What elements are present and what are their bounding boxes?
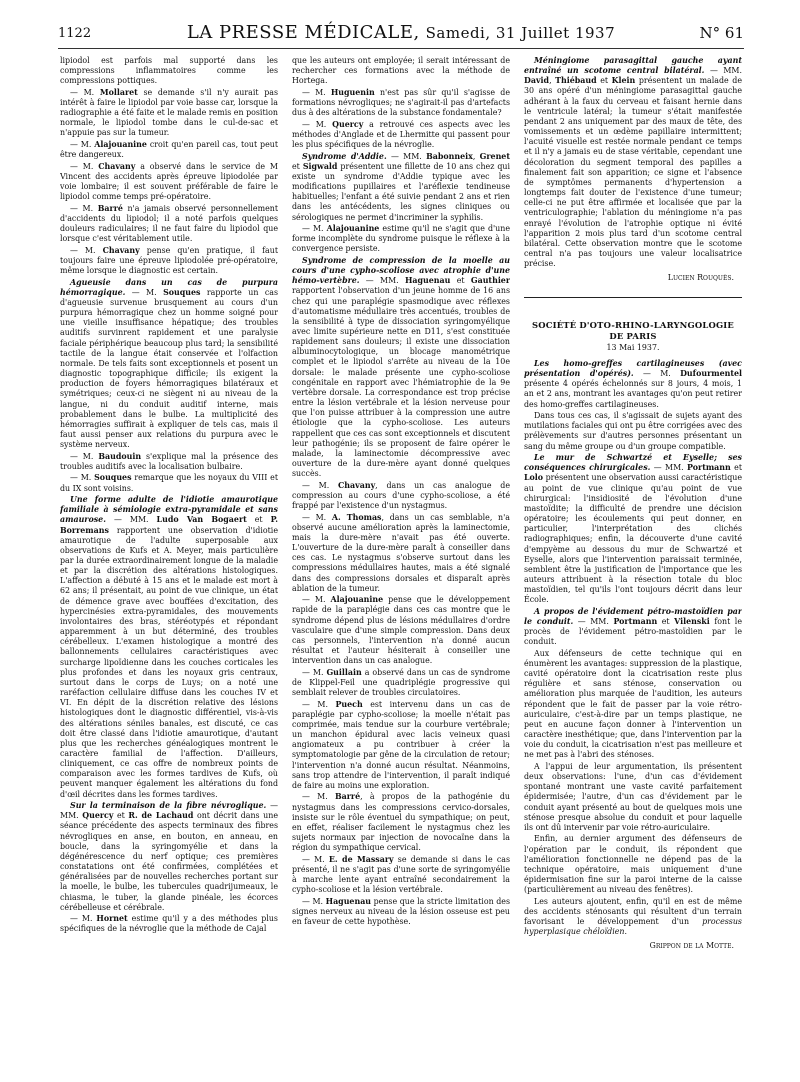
body-text: rapporte un cas d'agueusie survenue brusquement au cours d'un purpura hémorragique chez un homme soigné pour une vieille insuffisance hépatique; des troubles auditifs survinrent rapidement et une paralysie faciale périphérique beaucoup plus tard; la sensibilité tactile de la langue était conservée et l'olfaction normale. De tels faits sont exceptionnels et posent un diagnostic topographique difficile; ils exigent la production de foyers hémorragiques bilatéraux et symétriques; ceux-ci ne siègent ni au niveau de la langue, ni du conduit auditif interne, mais probablement dans le bulbe. La multiplicité des hémorragies suffirait à expliquer de tels cas, mais il faut aussi penser aux relations du purpura avec le système nerveux. — [60, 287, 278, 450]
body-text: — M. — [302, 480, 339, 490]
running-title — [58, 22, 744, 43]
body-text: et — [450, 276, 471, 286]
page-number: 1122 — [58, 26, 92, 41]
speaker-name: Portmann — [687, 463, 731, 473]
society-heading: SOCIÉTÉ D'OTO-RHINO-LARYNGOLOGIE DE PARIS — [531, 320, 734, 341]
speaker-name: Alajouanine — [330, 595, 384, 605]
report-paragraph — [292, 700, 510, 791]
report-paragraph — [524, 649, 742, 761]
report-paragraph — [292, 668, 510, 698]
publication-name: LA PRESSE MÉDICALE, — [186, 22, 420, 43]
speaker-name: Barré — [97, 203, 123, 213]
body-text: — M. — [302, 667, 327, 677]
communication-title: Sur la terminaison de la fibre névroglique. — [70, 801, 267, 811]
speaker-name: Vilenski — [674, 616, 710, 626]
body-text: se demande si dans le cas présenté, il ne s'agit pas d'une sorte de syringomyélie à marche lente ayant entraîné secondairement la cypho-scoliose et la lésion vertébrale. — [292, 854, 510, 895]
speaker-name: Portmann — [613, 616, 658, 626]
body-text: ont décrit dans une séance précédente des aspects terminaux des fibres névrogliques en anse, en bouton, en anneau, en boucle, dans la syringomyélie et dans la dégénérescence du nerf optique; ces premières constatations ont été confirmées, complétées et généralisées par de nouvelles recherches portant sur la moelle, le bulbe, les tubercules quadrijumeaux, le chiasma, le tuber, la glande pinéale, les écorces cérébelleuse et cérébrale. — [60, 811, 278, 912]
report-paragraph — [524, 359, 742, 410]
communication-title: Syndrome d'Addie. — [302, 151, 387, 161]
body-text: — M. — [70, 451, 99, 461]
body-text: n'est pas sûr qu'il s'agisse de formations névrogliques; ne s'agirait-il pas d'artefacts dus à des altérations de la substance fondamentale? — [292, 87, 510, 118]
speaker-name: Chavany — [338, 480, 376, 490]
body-text: — MM. — [105, 515, 157, 525]
communication-title: A propos de l'évidement pétro-mastoïdien par le conduit. — [524, 606, 742, 626]
speaker-name: Dufourmentel — [680, 369, 742, 379]
body-text: — M. — [302, 512, 332, 522]
body-text: — M. — [302, 699, 336, 709]
communication-title: Méningiome parasagittal gauche ayant entraîné un scotome central bilatéral. — [524, 56, 742, 76]
speaker-name: Lolo — [524, 473, 544, 483]
body-text: rapportent l'observation d'un jeune homme de 16 ans chez qui une paraplégie spasmodique avec réflexes d'automatisme médullaire très accentués, troubles de la sensibilité à type de dissociation syringomyélique avec limite supérieure nette en D11, s'est constituée rapidement sans douleurs; il existe une dissociation albuminocytologique, un blocage manométrique complet et le lipiodol s'arrête au niveau de la 10e dorsale: le malade présente une cypho-scoliose congénitale en rapport avec l'hémiatrophie de la 9e vertèbre dorsale. La correspondance est trop précise entre la lésion vertébrale et la lésion nerveuse pour que l'on puisse attribuer à la compression une autre étiologie que la cypho-scoliose. Les auteurs rappellent que ces cas sont exceptionnels et discutent leur pathogénie; ils se proposent de faire opérer le malade, la laminectomie décompressive avec ouverture de la dure-mère ayant donné quelques succès. — [292, 286, 510, 479]
section-divider — [524, 297, 742, 298]
body-text: — MM. — [650, 463, 688, 473]
body-text: pense que le développement rapide de la paraplégie dans ces cas montre que le syndrome dépend plus de lésions médullaires d'ordre vasculaire que d'une simple compression. Dans deux cas personnels, l'intervention n'a donné aucun résultat et l'auteur hésiterait à conseiller une intervention dans un cas analogue. — [292, 595, 510, 666]
body-text: présentent une fillette de 10 ans chez qui existe un syndrome d'Addie typique avec les modifications pupillaires et l'aréflexie tendineuse habituelles; l'enfant a été suivie pendant 2 ans et rien dans les antécédents, les signes cliniques ou sérologiques ne permet d'incriminer la syphilis. — [292, 161, 510, 222]
report-paragraph — [524, 411, 742, 452]
speaker-name: Thiébaud — [555, 76, 597, 86]
body-text: . — [624, 927, 628, 937]
speaker-name: Baudouin — [98, 451, 142, 461]
speaker-name: A. Thomas — [331, 512, 382, 522]
body-text: , — [549, 76, 556, 86]
body-text: , — [472, 151, 480, 161]
report-paragraph — [60, 246, 278, 276]
body-text: est intervenu dans un cas de paraplégie par cypho-scoliose; la moelle n'était pas comprimée, mais tendue sur la courbure vertébrale; un manchon épidural avec lacis veineux quasi angiomateux a pu contribuer à créer la symptomatologie par gêne de la circulation de retour; l'intervention n'a donné aucun résultat. Néanmoins, sans trop attendre de l'intervention, il paraît indiqué de faire au moins une exploration. — [292, 699, 510, 790]
speaker-name: Quercy — [82, 811, 114, 821]
body-text: , dans un cas analogue de compression au cours d'une cypho-scoliose, a été frappé par l'existence d'un nystagmus. — [292, 480, 510, 511]
emphasis-text: processus hyperplasique chéloïdien — [524, 917, 742, 937]
report-paragraph — [60, 495, 278, 800]
issue-date: Samedi, 31 Juillet 1937 — [425, 24, 616, 42]
report-paragraph — [524, 56, 742, 269]
text-column-left — [60, 56, 278, 1068]
body-text: et — [730, 463, 742, 473]
communication-title: Syndrome de compression de la moelle au cours d'une cypho-scoliose avec atrophie d'une hémo-vertèbre. — [292, 255, 510, 286]
body-text: estime qu'il ne s'agit que d'une forme incomplète du syndrome puisque le réflexe à la convergence persiste. — [292, 224, 510, 254]
body-text: a retrouvé ces aspects avec les méthodes d'Anglade et de Lhermitte qui passent pour les plus spécifiques de la névroglie. — [292, 119, 510, 150]
body-text: — M. — [302, 119, 333, 129]
communication-title: Les homo-greffes cartilagineuses (avec présentation d'opérés). — [524, 358, 742, 379]
speaker-name: Haguenau — [325, 896, 372, 906]
report-paragraph — [292, 224, 510, 254]
body-text: — M. — [302, 224, 327, 234]
report-paragraph — [292, 481, 510, 511]
body-text: — M. — [70, 87, 100, 97]
text-column-middle — [292, 56, 510, 1068]
body-text: — M. — [302, 854, 329, 864]
report-paragraph — [524, 453, 742, 605]
body-text: et — [246, 515, 271, 525]
body-text: , dans un cas semblable, n'a observé aucune amélioration après la laminectomie, mais la dure-mère n'avait pas été ouverte. L'ouverture de la dure-mère paraît à conseiller dans ces cas. Le nystagmus s'observe surtout dans les compressions médullaires hautes, mais a été signalé dans des compressions dorsales et disparaît après ablation de la tumeur. — [292, 512, 510, 593]
body-text: — M. — [302, 595, 331, 605]
body-text: — M. — [302, 792, 335, 802]
speaker-name: Mollaret — [99, 87, 138, 97]
speaker-name: Puech — [335, 699, 363, 709]
body-text: — MM. — [704, 66, 742, 76]
body-text: estime qu'il y a des méthodes plus spécifiques de la névroglie que la méthode de Cajal — [60, 914, 278, 934]
body-text: — MM. — [60, 801, 278, 821]
speaker-name: R. de Lachaud — [128, 811, 194, 821]
body-text: s'explique mal la présence des troubles auditifs avec la localisation bulbaire. — [60, 451, 278, 471]
report-paragraph — [60, 162, 278, 203]
body-text: rapportent une observation d'idiotie amaurotique de l'adulte superposable aux observations de Kufs et A. Meyer, mais particulière par la durée extraordinairement longue de la maladie et par la discrétion des altérations histologiques. L'affection a débuté à 15 ans et le malade est mort à 62 ans; il présentait, au point de vue clinique, un état de démence grave avec bouffées d'excitation, des hypercinésies extra-pyramidales, des mouvements involontaires des bras, stéréotypés et répondant apparemment à un but déterminé, des troubles cérébelleux. L'examen histologique a montré des ballonnements cellulaires caractéristiques avec surcharge lipoïdienne dans les couches corticales les plus profondes et dans les noyaux gris centraux, surtout dans le corps de Luys; on a noté une raréfaction cellulaire diffuse dans les couches IV et VI. En dépit de la discrétion relative des lésions histologiques dont le diagnostic différentiel, vis-à-vis des altérations séniles banales, est discuté, ce cas doit être classé dans l'idiotie amaurotique, d'autant plus que les recherches généalogiques montrent le caractère familial de l'affection. D'ailleurs, cliniquement, ce cas offre de nombreux points de comparaison avec les formes tardives de Kufs, où peuvent manquer également les altérations du fond d'œil décrites dans les formes tardives. — [60, 525, 278, 799]
report-paragraph — [60, 140, 278, 160]
body-text: — MM. — [573, 616, 614, 626]
report-paragraph — [60, 204, 278, 245]
speaker-name: Chavany — [98, 161, 136, 171]
speaker-name: Hornet — [96, 914, 128, 924]
body-text: a observé dans le service de M Vincent des accidents après épreuve lipiodolée par voie lombaire; il est souvent préférable de faire le lipiodol comme temps pré-opératoire. — [60, 161, 278, 202]
body-text: Aux défenseurs de cette technique qui en énumèrent les avantages: suppression de la plastique, cavité opératoire dont la cicatrisation reste plus régulière et sans sténose, conservation ou amélioration plus marquée de l'audition, les auteurs répondent que le fait de passer par la voie rétro-auriculaire, c'est-à-dire par un temps plastique, ne peut en aucune façon donner à l'intervention un caractère inesthétique; que, dans l'intervention par la voie du conduit, la cicatrisation n'est pas meilleure et ne met pas à l'abri des sténoses. — [524, 648, 742, 760]
communication-title: Le mur de Schwartzé et Eyselle; ses conséquences chirurgicales. — [524, 453, 742, 473]
body-text: et — [596, 76, 612, 86]
body-text: — M. — [302, 896, 326, 906]
speaker-name: Quercy — [332, 119, 364, 129]
report-paragraph — [292, 897, 510, 927]
body-text: lipiodol est parfois mal supporté dans les compressions inflammatoires comme les compressions pottiques. — [60, 56, 278, 86]
body-text: , à propos de la pathogénie du nystagmus dans les compressions cervico-dorsales, insiste sur le rôle éventuel du sympathique; on peut, en effet, réaliser facilement le nystagmus chez les sujets normaux par injection de novocaïne dans la région du sympathique cervical. — [292, 792, 510, 853]
body-text: Les auteurs ajoutent, enfin, qu'il en est de même des accidents sténosants qui résultent d'un terrain favorisant le développement d'un — [524, 896, 742, 927]
body-text: et — [657, 616, 675, 626]
meeting-date: 13 Mai 1937. — [606, 342, 660, 352]
speaker-name: Guillain — [326, 667, 362, 677]
body-text: A l'appui de leur argumentation, ils présentent deux observations: l'une, d'un cas d'évidement spontané montrant une vaste cavité parfaitement épidermisée; l'autre, d'un cas d'évidement par le conduit ayant présenté au bout de quelques mois une sténose presque absolue du conduit et pour laquelle ils ont dû intervenir par voie rétro-auriculaire. — [524, 761, 742, 832]
speaker-name: Grenet — [479, 151, 510, 161]
report-paragraph — [60, 278, 278, 451]
body-text: présentent un malade de 30 ans opéré d'un méningiome parasagittal gauche adhérant à la faux du cerveau et faisant hernie dans le ventricule latéral; la tumeur s'était manifestée pendant 2 ans uniquement par des maux de tête, des vomissements et un œdème papillaire intermittent; l'acuité visuelle est restée normale pendant ce temps et il n'y a jamais eu de stase véritable, cependant une décoloration du segment temporal des papilles a finalement fait son apparition; ce signe et l'absence de symptômes permanents d'hypertension a longtemps fait douter de l'existence d'une tumeur; celle-ci ne put être affirmée et localisée que par la ventriculographie; l'ablation du méningiome n'a pas enrayé l'évolution de l'atrophie optique ni évité l'apparition 2 mois plus tard d'un scotome central bilatéral. Cette observation montre que le scotome central n'a pas toujours une valeur localisatrice précise. — [524, 76, 742, 269]
report-paragraph — [60, 452, 278, 472]
report-paragraph — [60, 801, 278, 913]
speaker-name: Klein — [611, 76, 636, 86]
body-text: — M. — [70, 245, 103, 255]
speaker-name: Haguenau — [404, 276, 451, 286]
speaker-name: Barré — [334, 792, 361, 802]
communication-title: Une forme adulte de l'idiotie amaurotique familiale à sémiologie extra-pyramidale et sans amaurose. — [60, 495, 278, 525]
body-text: et — [292, 161, 303, 171]
speaker-name: Sigwald — [302, 161, 338, 171]
body-text: et — [113, 811, 129, 821]
body-text: remarque que les noyaux du VIII et du IX sont voisins. — [60, 473, 278, 493]
body-text: se demande s'il n'y aurait pas intérêt à faire le lipiodol par voie basse car, lorsque la radiographie a été faite et le malade remis en position normale, le lipiodol tombe dans le cul-de-sac et n'appuie pas sur la tumeur. — [60, 87, 278, 138]
text-column-right — [524, 56, 742, 1068]
communication-title: Agueusie dans un cas de purpura hémorragique. — [60, 277, 278, 297]
speaker-name: Gauthier — [470, 276, 510, 286]
report-paragraph — [60, 88, 278, 139]
speaker-name: E. de Massary — [328, 854, 394, 864]
body-text: croit qu'en pareil cas, tout peut être dangereux. — [60, 140, 278, 160]
body-text: — MM. — [386, 151, 427, 161]
body-text: — M. — [125, 287, 164, 297]
speaker-name: Alajouanine — [326, 224, 380, 234]
body-text: font le procès de l'évidement pétro-mastoïdien par le conduit. — [524, 616, 742, 647]
body-text: a observé dans un cas de syndrome de Klippel-Feil une quadriplégie progressive qui semblait relever de troubles circulatoires. — [292, 667, 510, 698]
body-text: Enfin, au dernier argument des défenseurs de l'opération par le conduit, ils répondent que l'amélioration fonctionnelle ne dépend pas de la technique opératoire, mais uniquement d'une épidermisation fine sur la paroi interne de la caisse (particulièrement au niveau des fenêtres). — [524, 834, 742, 895]
issue-number: N° 61 — [699, 24, 744, 42]
report-paragraph — [60, 914, 278, 934]
body-text: pense qu'en pratique, il faut toujours faire une épreuve lipiodolée pré-opératoire, même lorsque le diagnostic est certain. — [60, 245, 278, 276]
body-text: n'a jamais observé personnellement d'accidents du lipiodol; il a noté parfois quelques douleurs radiculaires; il ne faut faire du lipiodol que lorsque c'est véritablement utile. — [60, 203, 278, 244]
speaker-name: Huguenin — [330, 87, 375, 97]
speaker-name: David — [524, 76, 550, 86]
speaker-name: P. Borremans — [60, 515, 278, 535]
body-text: — M. — [70, 161, 99, 171]
body-text: pense que la stricte limitation des signes nerveux au niveau de la lésion osseuse est peu en faveur de cette hypothèse. — [292, 896, 510, 927]
author-signature: Grippon de la Motte. — [649, 941, 734, 951]
body-text: — M. — [70, 473, 95, 483]
speaker-name: Chavany — [102, 245, 140, 255]
body-text: Dans tous ces cas, il s'agissait de sujets ayant des mutilations faciales qui ont pu être corrigées avec des prélèvements sur d'autres personnes présentant un sang du même groupe ou d'un groupe compatible. — [524, 411, 742, 451]
body-text: présentent une observation aussi caractéristique au point de vue clinique qu'au point de vue chirurgical: l'insidiosité de l'évolution d'une mastoïdite; la difficulté de prendre une décision opératoire; les écoulements qui peut donner, en particulier, l'interprétation des clichés radiographiques; enfin, la découverte d'une cavité d'empyème au dessous du mur de Schwartzé et Eyselle, alors que l'intervention paraissait terminée, semblent être la justification de l'importance que les auteurs attribuent à la résection totale du bloc mastoïdien, tel qu'ils l'ont toujours décrit dans leur École. — [524, 473, 742, 605]
report-paragraph — [60, 56, 278, 86]
speaker-name: Alajouanine — [94, 140, 147, 150]
speaker-name: Souques — [94, 473, 132, 483]
author-signature: Lucien Rouquès. — [667, 273, 734, 283]
body-text: — M. — [70, 914, 97, 924]
report-paragraph — [292, 513, 510, 594]
report-paragraph — [524, 607, 742, 648]
speaker-name: Ludo Van Bogaert — [156, 515, 247, 525]
report-paragraph — [292, 88, 510, 118]
report-paragraph — [292, 792, 510, 853]
body-text: présente 4 opérés échelonnés sur 8 jours, 4 mois, 1 an et 2 ans, montrant les avantages qu'on peut retirer des homo-greffes cartilagineuses. — [524, 379, 742, 409]
report-paragraph — [292, 595, 510, 666]
report-paragraph — [524, 897, 742, 938]
report-paragraph — [292, 56, 510, 86]
body-text: que les auteurs ont employée; il serait intéressant de rechercher ces formations avec la méthode de Hortega. — [292, 56, 510, 86]
report-paragraph — [292, 855, 510, 896]
page-header — [58, 18, 744, 49]
report-paragraph — [292, 256, 510, 479]
report-paragraph — [524, 762, 742, 833]
report-paragraph — [292, 120, 510, 150]
body-text: — M. — [633, 369, 681, 379]
report-paragraph — [524, 834, 742, 895]
body-text: — M. — [70, 140, 95, 150]
body-text: — M. — [70, 203, 98, 213]
report-paragraph — [60, 473, 278, 493]
body-text: — M. — [302, 87, 331, 97]
body-text: — MM. — [359, 276, 405, 286]
speaker-name: Babonneix — [426, 151, 473, 161]
speaker-name: Souques — [163, 287, 201, 297]
report-paragraph — [292, 152, 510, 223]
